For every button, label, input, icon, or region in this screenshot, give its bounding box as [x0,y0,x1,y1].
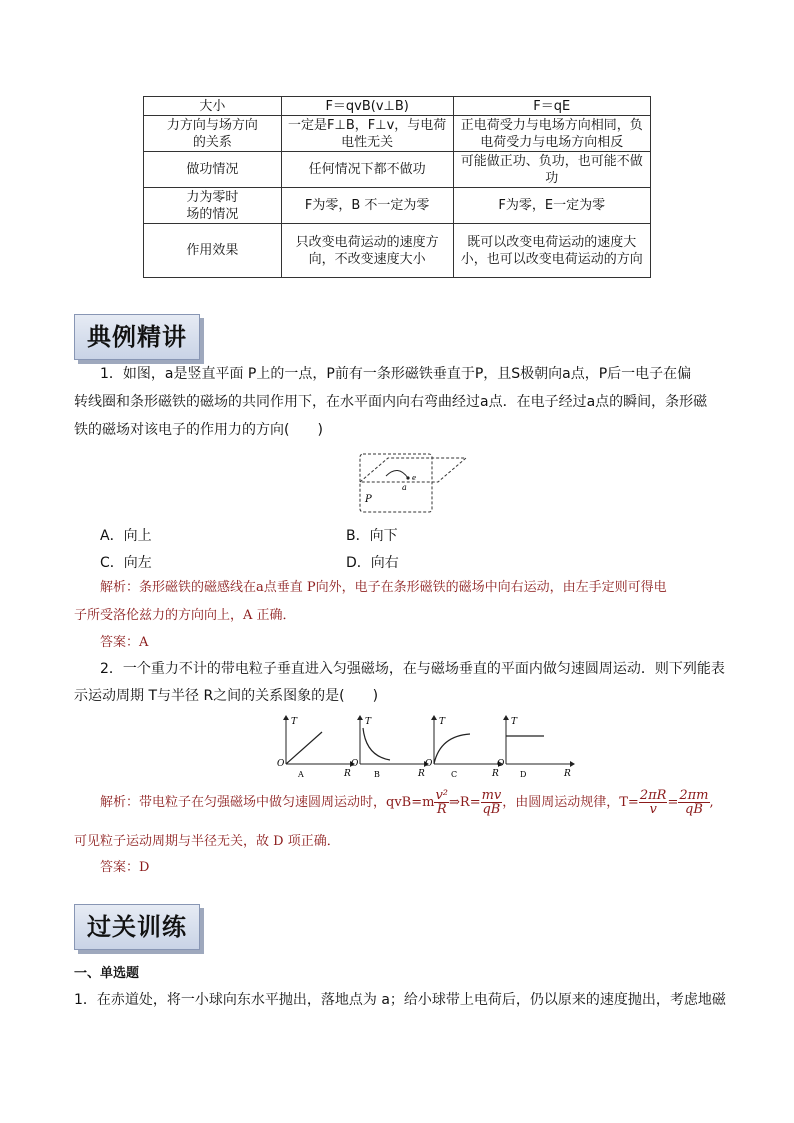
fraction-numerator: mv [481,788,502,803]
electron-path [386,470,408,478]
q1-option-a[interactable]: A．向上 [100,528,152,544]
fraction-denominator: qB [685,802,703,817]
origin-label: O [277,759,285,769]
table-cell: 力为零时场的情况 [144,188,282,224]
axis-label-r: R [344,769,351,779]
part-heading: 一、单选题 [74,966,140,981]
q2-analysis-line2: 可见粒子运动周期与半径无关，故 D 项正确． [74,834,340,849]
axis-label-t: T [291,717,298,727]
section-banner-training: 过关训练 [74,904,200,950]
fraction-denominator: v [649,802,657,817]
q2-text-line2: 示运动周期 T与半径 R之间的关系图象的是( ) [74,688,379,704]
table-cell: F为零，E一定为零 [453,188,651,224]
implies-text: ⇒R= [449,795,481,810]
origin-label: O [497,759,505,769]
graph-label: D [520,770,527,779]
graph-a [276,714,356,780]
fraction-numerator: 2πR [639,788,667,803]
fraction-numerator: 2πm [679,788,709,803]
table-cell: 做功情况 [144,152,282,188]
q1-analysis-line1: 解析：条形磁铁的磁感线在a点垂直 P向外，电子在条形磁铁的磁场中向右运动，由左手定则可得电 [100,580,667,595]
q1-figure [358,452,470,516]
axis-label-t: T [511,717,518,727]
axis-label-t: T [365,717,372,727]
label-a: a [402,483,407,492]
q2-text-line1: 2．一个重力不计的带电粒子垂直进入匀强磁场，在与磁场垂直的平面内做匀速圆周运动．则下列能表 [100,661,725,677]
axis-label-r: R [418,769,425,779]
graph-label: C [451,770,458,779]
q1-option-b[interactable]: B．向下 [346,528,398,544]
table-cell: 正电荷受力与电场方向相同，负电荷受力与电场方向相反 [453,116,651,152]
q1-text-line1: 1．如图，a是竖直平面 P上的一点，P前有一条形磁铁垂直于P，且S极朝向a点，P后一电子在偏 [100,366,692,382]
graph-label: A [298,770,304,779]
label-e: e [412,474,417,482]
fraction [434,789,449,816]
q1-option-d[interactable]: D．向右 [346,555,399,571]
origin-label: O [351,759,359,769]
axis-label-r: R [492,769,499,779]
axis-label-r: R [564,769,571,779]
table-cell: 一定是F⊥B，F⊥v，与电荷电性无关 [281,116,453,152]
graph-b [350,714,430,780]
q1-answer: 答案：A [100,635,149,650]
table-cell: 只改变电荷运动的速度方向，不改变速度大小 [281,224,453,278]
section-banner-examples: 典例精讲 [74,314,200,360]
table-row [144,116,651,152]
table-row [144,152,651,188]
fraction-denominator: qB [482,802,501,817]
q1-text-line2: 转线圈和条形磁铁的磁场的共同作用下，在水平面内向右弯曲经过a点．在电子经过a点的瞬间，条形磁 [74,394,708,410]
fraction-denominator: R [436,802,447,817]
table-row [144,188,651,224]
fraction [639,789,668,816]
graph-label: B [374,770,380,779]
comparison-table [143,96,651,278]
table-cell: F＝qE [453,97,651,116]
table-cell: 力方向与场方向的关系 [144,116,282,152]
q3-text-line1: 1．在赤道处，将一小球向东水平抛出，落地点为 a；给小球带上电荷后，仍以原来的速度抛出，考虑地磁 [74,992,726,1008]
table-cell: F＝qvB(v⊥B) [281,97,453,116]
graph-d [496,714,576,780]
curve-linear [286,732,322,764]
curve-decaying [363,728,390,760]
equals-sign: = [667,795,679,810]
origin-label: O [425,759,433,769]
q2-analysis-line1 [100,788,714,818]
table-cell: 任何情况下都不做功 [281,152,453,188]
table-cell: 既可以改变电荷运动的速度大小，也可以改变电荷运动的方向 [453,224,651,278]
trailing-comma: , [709,795,714,810]
fraction-numerator: v² [435,788,449,803]
q2-analysis-prefix: 解析：带电粒子在匀强磁场中做匀速圆周运动时，qvB=m [100,795,435,810]
point-a [406,476,409,479]
fraction [678,789,709,816]
q2-answer: 答案：D [100,860,150,875]
q1-text-line3: 铁的磁场对该电子的作用力的方向( ) [74,422,323,438]
q2-analysis-mid: ，由圆周运动规律，T= [502,795,639,810]
q1-option-c[interactable]: C．向左 [100,555,152,571]
table-row [144,97,651,116]
table-row [144,224,651,278]
q1-analysis-line2: 子所受洛伦兹力的方向向上，A 正确． [74,608,296,623]
table-cell: F为零，B 不一定为零 [281,188,453,224]
graph-c [424,714,504,780]
table-cell: 可能做正功、负功，也可能不做功 [453,152,651,188]
table-cell: 作用效果 [144,224,282,278]
table-cell: 大小 [144,97,282,116]
label-p: P [365,494,372,505]
curve-saturating [434,734,470,764]
fraction [481,789,503,816]
axis-label-t: T [439,717,446,727]
